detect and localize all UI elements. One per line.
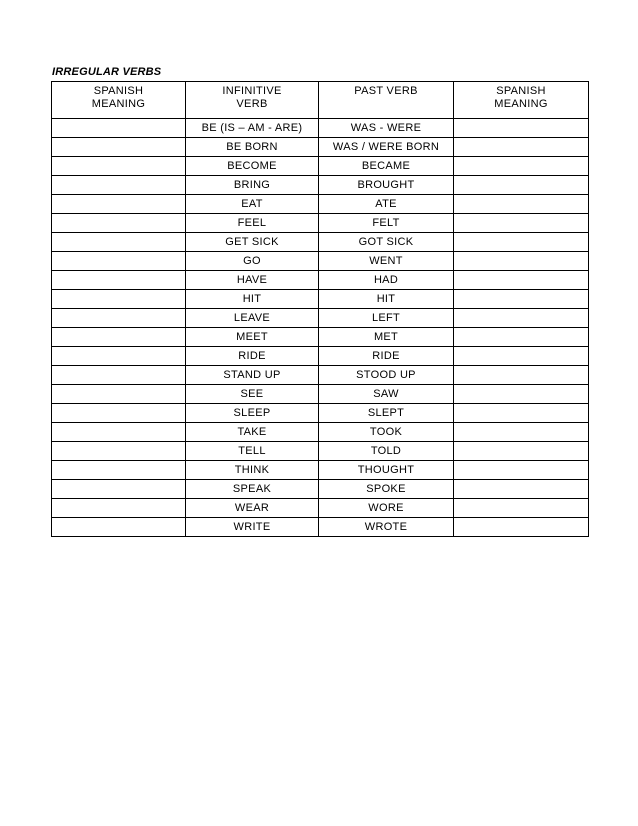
past-spanish-meaning-cell — [454, 480, 589, 499]
past-verb-cell: FELT — [319, 214, 454, 233]
spanish-meaning-cell — [52, 195, 186, 214]
past-verb-cell: RIDE — [319, 347, 454, 366]
spanish-meaning-cell — [52, 347, 186, 366]
spanish-meaning-cell — [52, 214, 186, 233]
infinitive-verb-cell: SPEAK — [186, 480, 319, 499]
table-row — [52, 366, 589, 385]
table-body — [52, 119, 589, 537]
table-row — [52, 252, 589, 271]
table-header-row — [52, 82, 589, 119]
past-verb-cell: GOT SICK — [319, 233, 454, 252]
header-past-verb — [319, 82, 454, 119]
table-row — [52, 290, 589, 309]
past-verb-cell: THOUGHT — [319, 461, 454, 480]
past-verb-cell: MET — [319, 328, 454, 347]
past-verb-cell: TOLD — [319, 442, 454, 461]
spanish-meaning-cell — [52, 271, 186, 290]
past-verb-cell: WAS - WERE — [319, 119, 454, 138]
table-row — [52, 423, 589, 442]
infinitive-verb-cell: GET SICK — [186, 233, 319, 252]
header-line: VERB — [236, 98, 268, 110]
table-row — [52, 518, 589, 537]
spanish-meaning-cell — [52, 252, 186, 271]
past-verb-cell: SPOKE — [319, 480, 454, 499]
past-verb-cell: HIT — [319, 290, 454, 309]
table-row — [52, 138, 589, 157]
infinitive-verb-cell: MEET — [186, 328, 319, 347]
table-row — [52, 442, 589, 461]
header-line: SPANISH — [496, 85, 546, 97]
infinitive-verb-cell: BRING — [186, 176, 319, 195]
table-row — [52, 233, 589, 252]
spanish-meaning-cell — [52, 309, 186, 328]
past-verb-cell: WROTE — [319, 518, 454, 537]
table-row — [52, 347, 589, 366]
document-title: IRREGULAR VERBS — [52, 66, 162, 78]
infinitive-verb-cell: STAND UP — [186, 366, 319, 385]
past-spanish-meaning-cell — [454, 252, 589, 271]
spanish-meaning-cell — [52, 233, 186, 252]
past-spanish-meaning-cell — [454, 423, 589, 442]
infinitive-verb-cell: THINK — [186, 461, 319, 480]
irregular-verbs-table — [51, 81, 589, 537]
spanish-meaning-cell — [52, 442, 186, 461]
past-verb-cell: ATE — [319, 195, 454, 214]
past-spanish-meaning-cell — [454, 290, 589, 309]
spanish-meaning-cell — [52, 366, 186, 385]
past-spanish-meaning-cell — [454, 157, 589, 176]
infinitive-verb-cell: RIDE — [186, 347, 319, 366]
header-spanish-meaning — [52, 82, 186, 119]
header-line: MEANING — [494, 98, 548, 110]
past-verb-cell: HAD — [319, 271, 454, 290]
past-spanish-meaning-cell — [454, 518, 589, 537]
spanish-meaning-cell — [52, 423, 186, 442]
past-spanish-meaning-cell — [454, 195, 589, 214]
past-verb-cell: SLEPT — [319, 404, 454, 423]
table-row — [52, 309, 589, 328]
past-spanish-meaning-cell — [454, 119, 589, 138]
header-line: SPANISH — [93, 85, 144, 97]
past-verb-cell: WENT — [319, 252, 454, 271]
spanish-meaning-cell — [52, 404, 186, 423]
infinitive-verb-cell: TAKE — [186, 423, 319, 442]
table-row — [52, 499, 589, 518]
past-spanish-meaning-cell — [454, 271, 589, 290]
spanish-meaning-cell — [52, 328, 186, 347]
past-spanish-meaning-cell — [454, 366, 589, 385]
past-verb-cell: LEFT — [319, 309, 454, 328]
table-row — [52, 480, 589, 499]
past-verb-cell: STOOD UP — [319, 366, 454, 385]
infinitive-verb-cell: SLEEP — [186, 404, 319, 423]
past-verb-cell: BECAME — [319, 157, 454, 176]
spanish-meaning-cell — [52, 176, 186, 195]
spanish-meaning-cell — [52, 461, 186, 480]
past-spanish-meaning-cell — [454, 138, 589, 157]
past-spanish-meaning-cell — [454, 404, 589, 423]
spanish-meaning-cell — [52, 290, 186, 309]
past-spanish-meaning-cell — [454, 176, 589, 195]
past-spanish-meaning-cell — [454, 233, 589, 252]
infinitive-verb-cell: HIT — [186, 290, 319, 309]
infinitive-verb-cell: GO — [186, 252, 319, 271]
table-row — [52, 271, 589, 290]
infinitive-verb-cell: EAT — [186, 195, 319, 214]
spanish-meaning-cell — [52, 480, 186, 499]
past-verb-cell: BROUGHT — [319, 176, 454, 195]
table-row — [52, 385, 589, 404]
spanish-meaning-cell — [52, 385, 186, 404]
spanish-meaning-cell — [52, 138, 186, 157]
past-spanish-meaning-cell — [454, 309, 589, 328]
infinitive-verb-cell: BE (IS – AM - ARE) — [186, 119, 319, 138]
table-row — [52, 214, 589, 233]
table-row — [52, 195, 589, 214]
spanish-meaning-cell — [52, 119, 186, 138]
table-row — [52, 461, 589, 480]
past-verb-cell: WAS / WERE BORN — [319, 138, 454, 157]
past-spanish-meaning-cell — [454, 442, 589, 461]
infinitive-verb-cell: LEAVE — [186, 309, 319, 328]
header-line: PAST VERB — [354, 85, 418, 97]
spanish-meaning-cell — [52, 499, 186, 518]
past-spanish-meaning-cell — [454, 328, 589, 347]
past-verb-cell: TOOK — [319, 423, 454, 442]
table-row — [52, 119, 589, 138]
table-row — [52, 176, 589, 195]
infinitive-verb-cell: FEEL — [186, 214, 319, 233]
spanish-meaning-cell — [52, 518, 186, 537]
table-row — [52, 404, 589, 423]
header-line: MEANING — [91, 98, 146, 110]
past-spanish-meaning-cell — [454, 347, 589, 366]
header-line: INFINITIVE — [222, 85, 282, 97]
table-row — [52, 157, 589, 176]
header-spanish-meaning-past — [454, 82, 589, 119]
infinitive-verb-cell: WEAR — [186, 499, 319, 518]
infinitive-verb-cell: BECOME — [186, 157, 319, 176]
past-spanish-meaning-cell — [454, 499, 589, 518]
table-row — [52, 328, 589, 347]
infinitive-verb-cell: BE BORN — [186, 138, 319, 157]
infinitive-verb-cell: WRITE — [186, 518, 319, 537]
past-verb-cell: SAW — [319, 385, 454, 404]
spanish-meaning-cell — [52, 157, 186, 176]
header-infinitive-verb — [186, 82, 319, 119]
infinitive-verb-cell: TELL — [186, 442, 319, 461]
past-spanish-meaning-cell — [454, 385, 589, 404]
past-spanish-meaning-cell — [454, 461, 589, 480]
infinitive-verb-cell: SEE — [186, 385, 319, 404]
past-spanish-meaning-cell — [454, 214, 589, 233]
infinitive-verb-cell: HAVE — [186, 271, 319, 290]
past-verb-cell: WORE — [319, 499, 454, 518]
